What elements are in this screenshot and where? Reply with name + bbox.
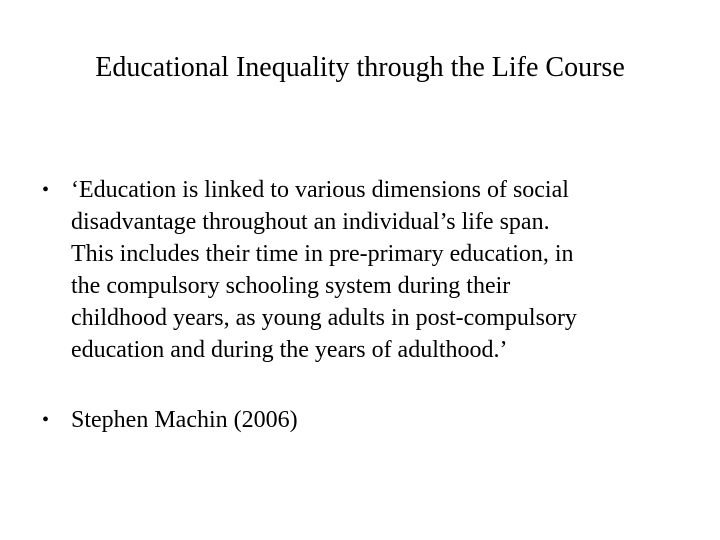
bullet-icon: • — [42, 409, 50, 431]
slide-title: Educational Inequality through the Life Course — [95, 52, 625, 83]
quote-line: ‘Education is linked to various dimensions of social — [71, 177, 569, 203]
bullet-item-citation — [28, 404, 688, 436]
quote-line: disadvantage throughout an individual’s life span. — [71, 209, 550, 235]
citation-text: Stephen Machin (2006) — [71, 407, 298, 433]
bullet-item-quote — [28, 174, 688, 366]
quote-line: education and during the years of adulthood.’ — [71, 337, 508, 363]
bullet-icon: • — [42, 179, 50, 201]
quote-line: This includes their time in pre-primary education, in — [71, 241, 574, 267]
bullet-list — [28, 174, 688, 436]
quote-line: childhood years, as young adults in post-compulsory — [71, 305, 577, 331]
quote-line: the compulsory schooling system during their — [71, 273, 511, 299]
